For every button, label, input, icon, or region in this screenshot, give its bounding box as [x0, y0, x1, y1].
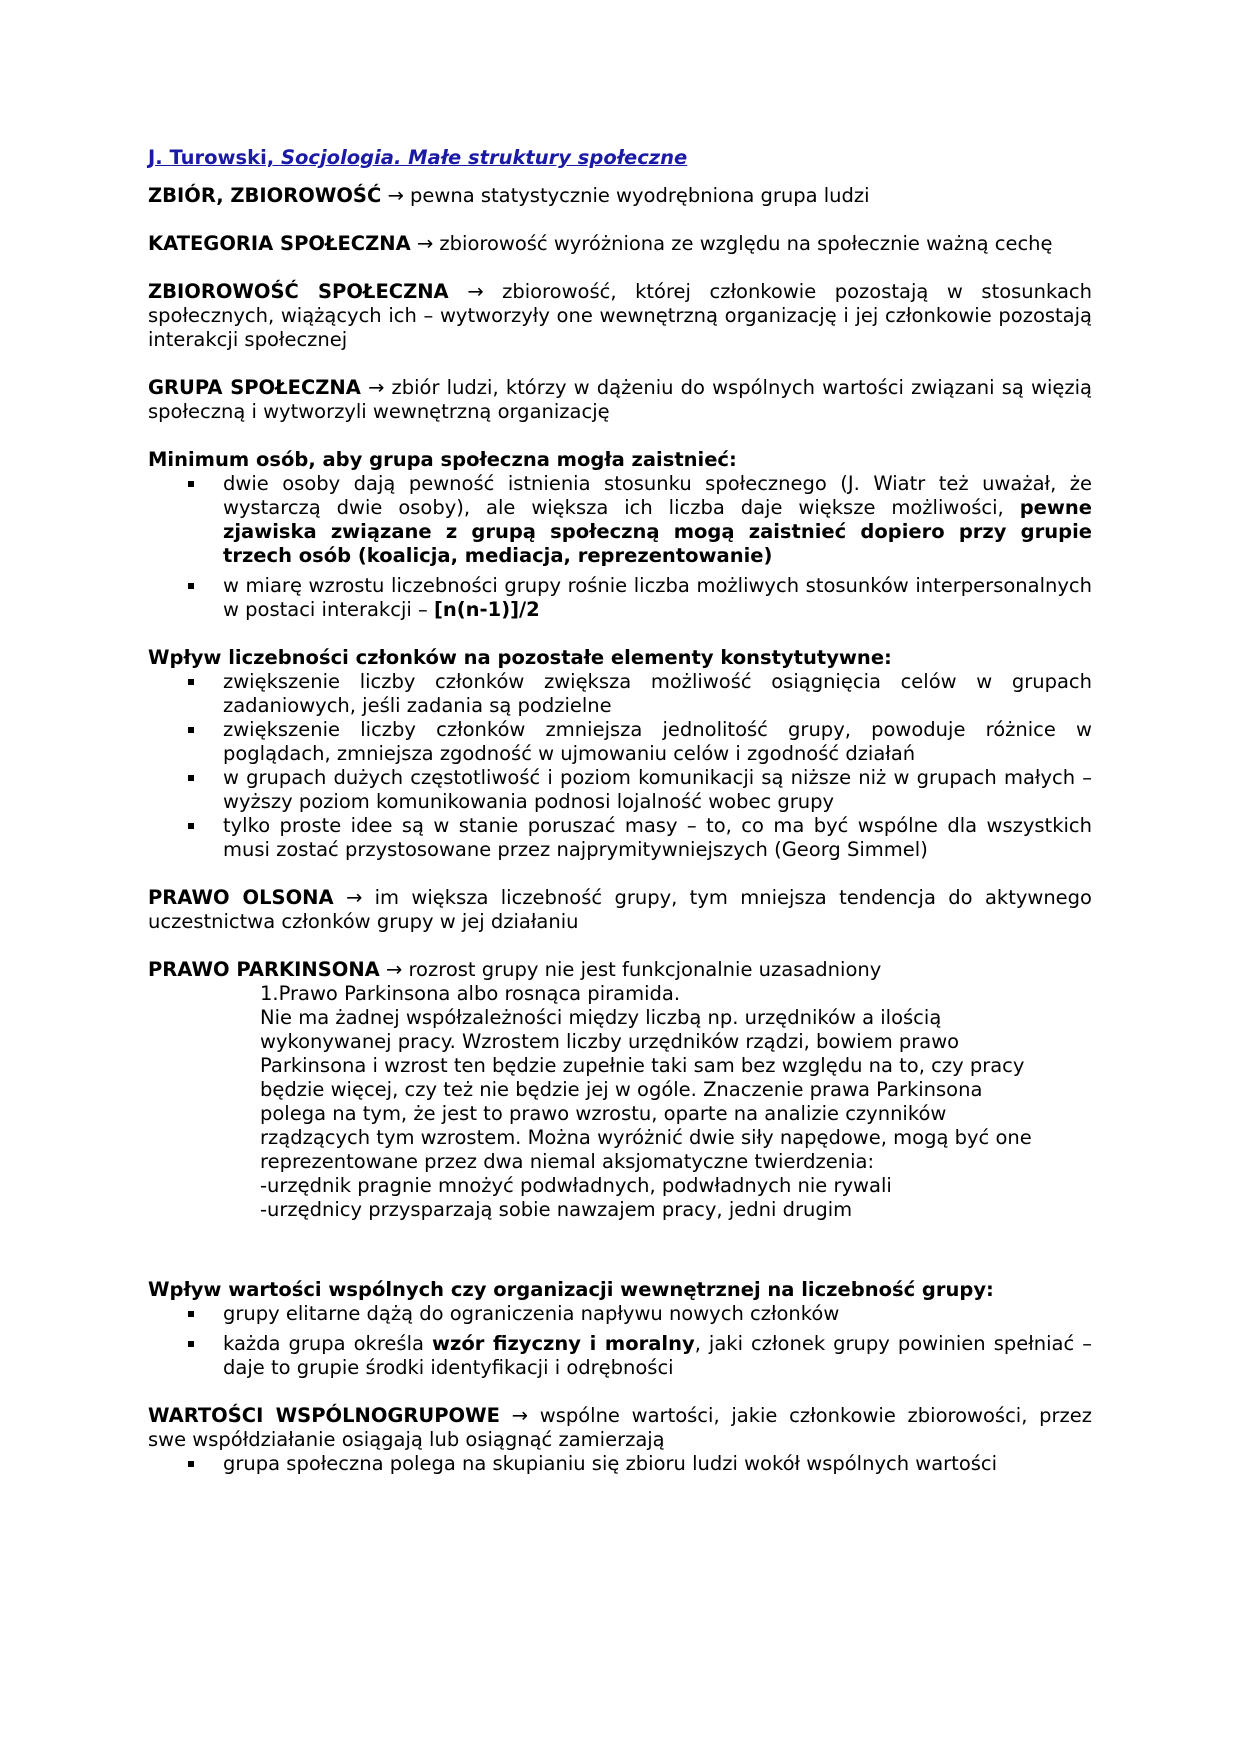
text-line: Nie ma żadnej współzależności między liczbą np. urzędników a ilością [260, 1006, 942, 1029]
text-line: -urzędnicy przysparzają sobie nawzajem pracy, jedni drugim [260, 1198, 853, 1221]
item-bold: [n(n-1)]/2 [433, 598, 540, 621]
item-text: dwie osoby dają pewność istnienia stosunku społecznego (J. Wiatr też uważał, że wystarczą dwie osoby), ale większa ich liczba daje większe możliwości, [223, 472, 1092, 519]
values-influence-list [148, 1302, 1092, 1380]
definition-term: PRAWO PARKINSONA [148, 958, 380, 981]
text-line: Parkinsona i wzrost ten będzie zupełnie taki sam bez względu na to, czy pracy [260, 1054, 1025, 1077]
list-item [148, 472, 1092, 568]
parkinson-law [148, 958, 1092, 982]
definition-term: GRUPA SPOŁECZNA [148, 376, 361, 399]
item-text: każda grupa określa [223, 1332, 432, 1355]
definition-text: → wspólne wartości, jakie członkowie zbiorowości, przez swe współdziałanie osiągają lub osiągnąć zamierzają [148, 1404, 1092, 1451]
title-author: J. Turowski, [148, 146, 281, 169]
list-item: tylko proste idee są w stanie poruszać masy – to, co ma być wspólne dla wszystkich musi zostać przystosowane przez najprymitywniejszych (Georg Simmel) [148, 814, 1092, 862]
definition-text: → im większa liczebność grupy, tym mniejsza tendencja do aktywnego uczestnictwa członków grupy w jej działaniu [148, 886, 1092, 933]
spacer [148, 1222, 1092, 1250]
list-item: zwiększenie liczby członków zmniejsza jednolitość grupy, powoduje różnice w poglądach, zmniejsza zgodność w ujmowaniu celów i zgodność działań [148, 718, 1092, 766]
item-bold: wzór fizyczny i moralny [431, 1332, 695, 1355]
definition-grupa [148, 376, 1092, 424]
title-book: Socjologia. Małe struktury społeczne [280, 146, 688, 169]
definition-term: WARTOŚCI WSPÓLNOGRUPOWE [148, 1404, 500, 1427]
list-item [148, 574, 1092, 622]
common-values-list [148, 1452, 1092, 1476]
definition-text: → zbiorowość wyróżniona ze względu na społecznie ważną cechę [410, 232, 1053, 255]
minimum-heading: Minimum osób, aby grupa społeczna mogła zaistnieć: [148, 448, 737, 471]
definition-term: ZBIOROWOŚĆ SPOŁECZNA [148, 280, 449, 303]
definition-text: → zbiór ludzi, którzy w dążeniu do wspólnych wartości związani są więzią społeczną i wytworzyli wewnętrzną organizację [148, 376, 1092, 423]
list-item: grupy elitarne dążą do ograniczenia napływu nowych członków [148, 1302, 1092, 1326]
definition-kategoria [148, 232, 1092, 256]
definition-term: PRAWO OLSONA [148, 886, 334, 909]
text-line: rządzących tym wzrostem. Można wyróżnić dwie siły napędowe, mogą być one [260, 1126, 1032, 1149]
list-item: zwiększenie liczby członków zwiększa możliwość osiągnięcia celów w grupach zadaniowych, jeśli zadania są podzielne [148, 670, 1092, 718]
definition-term: KATEGORIA SPOŁECZNA [148, 232, 411, 255]
list-item: w grupach dużych częstotliwość i poziom komunikacji są niższe niż w grupach małych – wyższy poziom komunikowania podnosi lojalność wobec grupy [148, 766, 1092, 814]
parkinson-explanation [148, 982, 1092, 1222]
text-line: -urzędnik pragnie mnożyć podwładnych, podwładnych nie rywali [260, 1174, 892, 1197]
definition-text: → pewna statystycznie wyodrębniona grupa ludzi [381, 184, 870, 207]
olson-law [148, 886, 1092, 934]
text-line: wykonywanej pracy. Wzrostem liczby urzędników rządzi, bowiem prawo [260, 1030, 960, 1053]
definition-text: → rozrost grupy nie jest funkcjonalnie uzasadniony [379, 958, 882, 981]
source-title-link[interactable] [148, 146, 687, 170]
text-line: będzie więcej, czy też nie będzie jej w ogóle. Znaczenie prawa Parkinsona [260, 1078, 983, 1101]
definition-term: ZBIÓR, ZBIOROWOŚĆ [148, 184, 382, 207]
values-influence-heading: Wpływ wartości wspólnych czy organizacji wewnętrznej na liczebność grupy: [148, 1278, 994, 1301]
item-bold: pewne zjawiska związane z grupą społeczną mogą zaistnieć dopiero przy grupie trzech osób (koalicja, mediacja, reprezentowanie) [223, 496, 1092, 567]
item-text: w miarę wzrostu liczebności grupy rośnie liczba możliwych stosunków interpersonalnych w postaci interakcji – [223, 574, 1092, 621]
influence-list [148, 670, 1092, 862]
definition-text: → zbiorowość, której członkowie pozostają w stosunkach społecznych, wiążących ich – wytworzyły one wewnętrzną organizację i jej członkowie pozostają interakcji społecznej [148, 280, 1092, 351]
text-line: 1.Prawo Parkinsona albo rosnąca piramida. [260, 982, 681, 1005]
spacer [148, 1250, 1092, 1278]
definition-zbiorowosc [148, 280, 1092, 352]
text-line: polega na tym, że jest to prawo wzrostu, oparte na analizie czynników [260, 1102, 947, 1125]
definition-zbior [148, 184, 1092, 208]
common-values-definition [148, 1404, 1092, 1452]
document-page [148, 146, 1092, 1500]
list-item: grupa społeczna polega na skupianiu się zbioru ludzi wokół wspólnych wartości [148, 1452, 1092, 1476]
text-line: reprezentowane przez dwa niemal aksjomatyczne twierdzenia: [260, 1150, 875, 1173]
influence-heading: Wpływ liczebności członków na pozostałe elementy konstytutywne: [148, 646, 892, 669]
minimum-list [148, 472, 1092, 622]
list-item [148, 1332, 1092, 1380]
item-text: , jaki członek grupy powinien spełniać – daje to grupie środki identyfikacji i odrębności [223, 1332, 1092, 1379]
